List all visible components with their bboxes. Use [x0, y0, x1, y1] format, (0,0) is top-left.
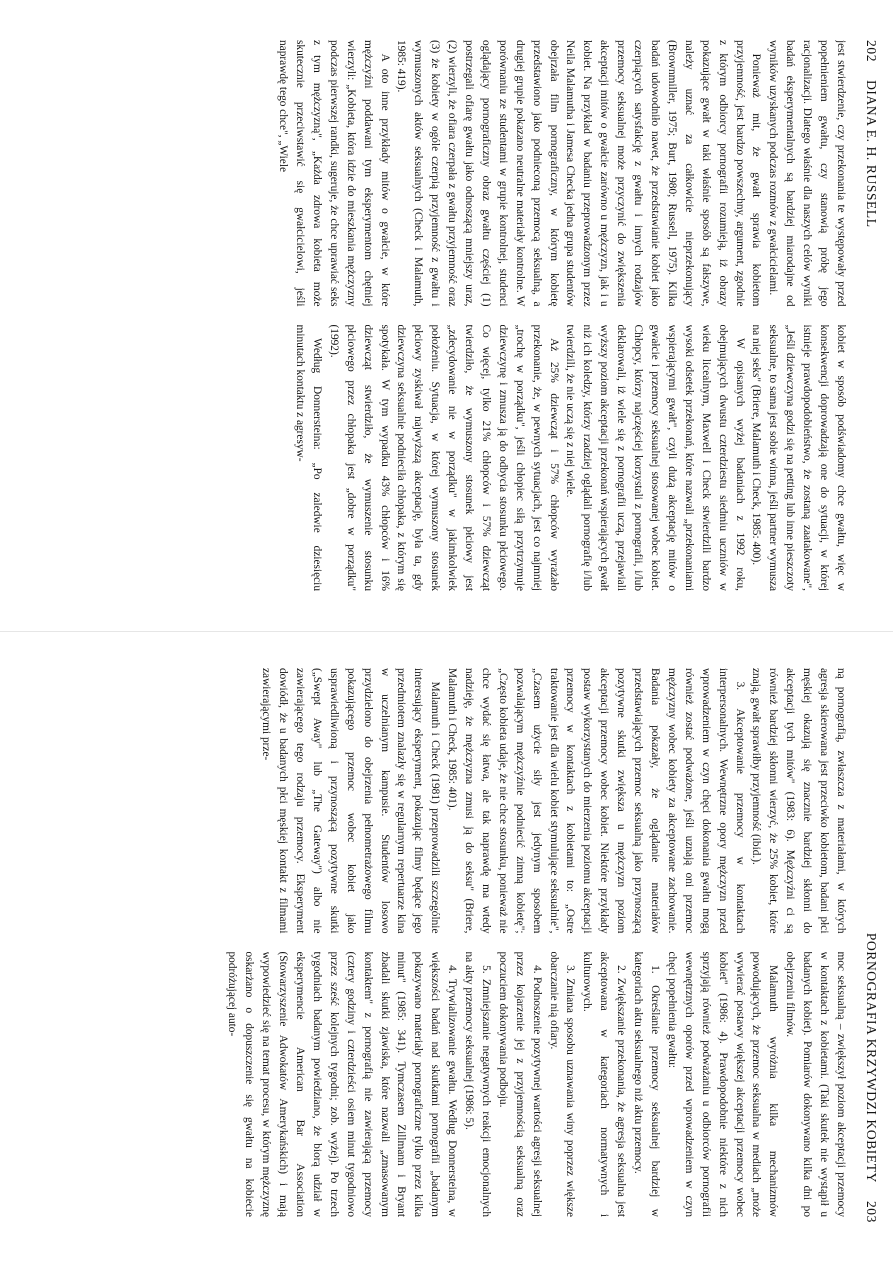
left-running-head: DIANA E. H. RUSSELL — [864, 80, 879, 228]
paragraph: 3. Akceptowanie przemocy w kontaktach interpersonalnych. Wewnętrzne opory mężczyzn przed wprowadzeniem w czyn chęci dokonania gwałtu mogą również zostać podważone, jeśli uznają oni przemoc mężczyzny wobec kobiety za akceptowane zachowanie. Badania pokazały, że oglądanie materiałów przedstawiających przemoc seksualną jako przynoszącą pozytywne skutki zwiększa u mężczyzn poziom akceptacji przemocy wobec kobiet. Niektóre przykłady postaw wykorzystanych do mierzenia poziomu akceptacji przemocy w kontaktach z kobietami to: „Ostre traktowanie jest dla wielu kobiet stymulujące seksualnie", „Czasem użycie siły jest jedynym sposobem pozwalającym mężczyźnie podniecić zimną kobietę"; „Często kobieta udaje, że nie chce stosunku, ponieważ nie chce wydać się łatwa, ale tak naprawdę ma wtedy nadzieję, że mężczyzna zmusi ją do seksu" (Briere, Malamuth i Check, 1985: 401). — [446, 668, 746, 934]
left-page — [0, 0, 893, 631]
paragraph: kobiet w sposób podświadomy chce gwałtu, więc w konsekwencji doprowadzają one do sytuacji, w której istnieje prawdopodobieństwo, że zostaną zaatakowane", „Jeśli dziewczyna godzi się na petting lub inne pieszczoty seksualne, to sama jest sobie winna, jeśli partner wymusza na niej seks" (Briere, Malamuth i Check, 1985: 400). — [750, 324, 847, 591]
paragraph: jest stwierdzenie, czy przekonania te występowały przed popełnieniem gwałtu, czy stanowią próbę jego racjonalizacji. Dlatego właśnie dla naszych celów wyniki badań eksperymentalnych są bardziej miarodajne od wyników uzyskanych podczas rozmów z gwałcicielami. — [767, 40, 847, 307]
right-page — [0, 632, 893, 1263]
list-item: 4. Podnoszenie pozytywnej wartości agresji seksualnej przez kojarzenie jej z przyjemnością seksualną oraz poczuciem dokonywania podboju. — [496, 951, 543, 1217]
list-item: 1. Określanie przemocy seksualnej bardziej w kategoriach aktu seksualnego niż aktu przemocy. — [632, 951, 662, 1217]
left-page-number: 202 — [864, 40, 879, 63]
right-page-columns — [14, 668, 849, 1217]
list-item: 5. Zmniejszanie negatywnych reakcji emocjonalnych na akty przemocy seksualnej (1986: 5). — [463, 951, 492, 1217]
left-page-columns — [14, 40, 849, 591]
text-column — [14, 952, 849, 1218]
text-column — [14, 40, 849, 307]
paragraph: Malamuth i Check (1981) przeprowadzili szczególnie interesujący eksperyment, pokazując filmy będące jego przedmiotem znalazły się w regularnym repertuarze kina w uczelnianym kampusie. Studentów losowo przydzielono do obejrzenia pełnometrażowego filmu pokazującego przemoc wobec kobiet jako usprawiedliwioną i przynoszącą pozytywne skutki („Swept Away" lub „The Gateway") albo nie zawierającego tego rodzaju przemocy. Eksperyment dowiódł, że u badanych płci męskiej kontakt z filmami zawierającymi prze- — [260, 668, 442, 934]
list-item: 3. Zmiana sposobu uznawania winy poprzez większe obarczanie nią ofiary. — [547, 951, 577, 1217]
paragraph: A oto inne przykłady mitów o gwałcie, w które mężczyźni poddawani tym eksperymentom chętniej wierzyli: „Kobieta, która idzie do mieszkania mężczyzny podczas pierwszej randki, sugeruje, że chce uprawiać seks z tym mężczyzną", „Każda zdrowa kobieta może skutecznie przeciwstawić się gwałcicielowi, jeśli naprawdę tego chce", „Wiele — [277, 40, 391, 307]
text-column — [14, 668, 849, 934]
text-column — [14, 325, 849, 592]
right-page-header — [863, 933, 879, 1223]
paragraph: ną pornografią, zwłaszcza z materiałami, w których agresja skierowana jest przeciwko kobietom, badani płci męskiej okazują się znacznie bardziej skłonni do akceptacji tych mitów" (1983: 6). Mężczyźni ci są również bardziej skłonni wierzyć, że 25% kobiet, które znają, gwałt sprawiłby przyjemność (ibid.). — [750, 668, 847, 934]
paragraph: Malamuth wyróżnia kilka mechanizmów powodujących, że przemoc seksualna w mediach „może wywierać postawy większej akceptacji przemocy wobec kobiet" (1986: 4). Prawdopodobnie niektóre z nich sprzyjają również podważaniu u odbiorców pornografii wewnętrznych oporów przed wprowadzeniem w czyn chęci popełnienia gwałtu: — [665, 951, 780, 1217]
left-page-header — [863, 40, 879, 228]
paragraph: Aż 25% dziewcząt i 57% chłopców wyrażało przekonanie, że, w pewnych sytuacjach, jest co najmniej „trochę w porządku", jeśli chłopiec siłą przytrzymuje dziewczynę i zmusza ją do odbycia stosunku płciowego. Co więcej, tylko 21% chłopców i 57% dziewcząt twierdziło, że wymuszony stosunek płciowy jest „zdecydowanie nie w porządku" w jakimkolwiek położeniu. Sytuacja, w której wymuszony stosunek płciowy zyskiwał najwyższą akceptację, była ta, gdy dziewczyna seksualnie podnieciła chłopaka, z którym się spotykała. W tym wypadku 43% chłopców i 16% dziewcząt stwierdziło, że wymuszenie stosunku płciowego przez chłopaka jest „dobre w porządku" (1992). — [327, 324, 560, 591]
paragraph: Według Donnersteina: „Po zaledwie dziesięciu minutach kontaktu z agresyw- — [294, 324, 323, 591]
paragraph: 4. Trywializowanie gwałtu. Według Donnersteina, w większości badań nad skutkami pornografii „badanym pokazywano materiały pornograficzne tylko przez kilka minut" (1985: 341). Tymczasem Zillmann i Bryant zbadali skutki zjawiska, które nazwali „zmasowanym kontaktem" z pornografią nie zawierającą przemocy (cztery godziny i czterdzieści osiem minut tygodniowo przez sześć kolejnych tygodni; zob. wyżej). Po trzech tygodniach badanym powiedziano, że biorą udział w eksperymencie American Bar Association (Stowarzyszenie Adwokatów Amerykańskich) i mają wypowiedzieć się na temat procesu, w którym mężczyznę oskarżano o dopuszczenie się gwałtu na kobiecie podróżującej auto- — [226, 951, 459, 1217]
paragraph: Ponieważ mit, że gwałt sprawia kobietom przyjemność, jest bardzo powszechny, argument, zgodnie z którym odbiorcy pornografii rozumieją, iż obrazy pokazujące gwałt w taki właśnie sposób są fałszywe, należy uznać za całkowicie nieprzekonujący (Brownmiller, 1975; Burt, 1980; Russell, 1975). Kilka badań udowodniło nawet, że przedstawianie kobiet jako czerpiących satysfakcję z gwałtu i innych rodzajów przemocy seksualnej może przyczynić do zwiększenia akceptacji mitów o gwałcie zarówno u mężczyzn, jak i u kobiet. Na przykład w badaniu przeprowadzonym przez Neila Malamutha i Jamesa Checka jedna grupa studentów obejrzała film pornograficzny, w którym kobietę przedstawiono jako podnieconą przemocą seksualną, a drugiej grupie pokazano neutralne materiały kontrolne. W porównaniu ze studentami w grupie kontrolnej, studenci oglądający pornograficzny obraz gwałtu częściej (1) postrzegali ofiarę gwałtu jako odnoszącą mniejszy uraz, (2) wierzyli, że ofiara czerpała z gwałtu przyjemność oraz (3) że kobiety w ogóle czerpią przyjemność z gwałtu i wymuszonych aktów seksualnych (Check i Malamuth, 1985: 419). — [395, 40, 763, 307]
list-item: 2. Zwiększanie przekonania, że agresja seksualna jest akceptowana w kategoriach normatywnych i kulturowych. — [581, 951, 628, 1217]
paragraph: W opisanych wyżej badaniach z 1992 roku, obejmujących dwustu czterdziestu siedmiu uczniów w wieku licealnym, Maxwell i Check stwierdzili bardzo wysoki odsetek przekonań, które nazwali „przekonaniami wspierającymi gwałt", czyli dużą akceptację mitów o gwałcie i przemocy seksualnej stosowanej wobec kobiet. Chłopcy, którzy najczęściej korzystali z pornografii, i/lub deklarowali, iż wiele się z pornografii uczą, przejawiali wyższy poziom akceptacji przekonań wspierających gwałt niż ich koledzy, którzy rzadziej oglądali pornografię i/lub twierdzili, że nie uczą się z niej wiele. — [564, 324, 746, 591]
paragraph: moc seksualną – zwiększył poziom akceptacji przemocy w kontaktach z kobietami. (Taki skutek nie wystąpił u badanych kobiet). Pomiarów dokonywano kilka dni po obejrzeniu filmów. — [784, 951, 847, 1217]
right-page-number: 203 — [864, 1200, 879, 1223]
right-running-head: PORNOGRAFIA KRZYWDZI KOBIETY — [864, 932, 879, 1183]
